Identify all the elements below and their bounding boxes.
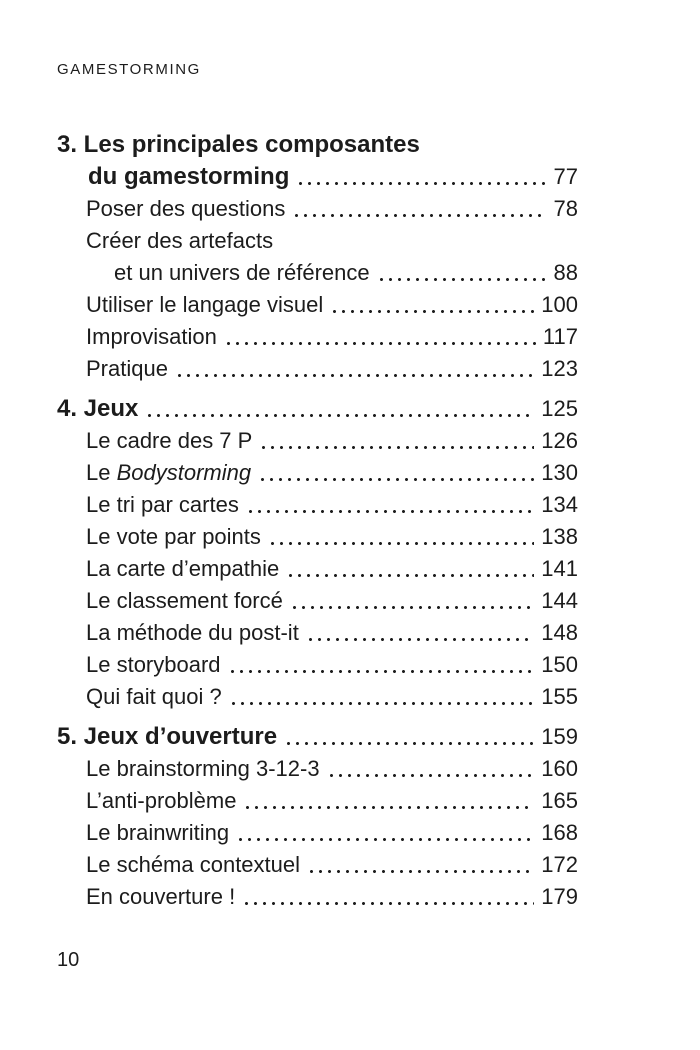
toc-entry-label: du gamestorming — [88, 163, 290, 190]
toc-entry-label: Le brainwriting — [86, 820, 230, 845]
toc-entry — [57, 521, 578, 553]
toc-page-number: 78 — [553, 196, 578, 221]
toc-page-number: 144 — [541, 588, 578, 613]
dot-leader — [284, 742, 534, 745]
toc-entry-label: Pratique — [86, 356, 168, 381]
toc-entry-label: La carte d’empathie — [86, 556, 280, 581]
toc-page-number: 160 — [541, 756, 578, 781]
toc-entry-label: 4. Jeux — [57, 395, 139, 422]
toc-page-number: 159 — [541, 724, 578, 749]
toc-entry-label: Poser des questions — [86, 196, 286, 221]
toc-entry — [57, 785, 578, 817]
dot-leader — [236, 838, 534, 841]
toc-entry-label-prefix: Le — [86, 460, 117, 485]
dot-leader — [246, 510, 534, 513]
dot-leader — [327, 774, 535, 777]
running-header: GAMESTORMING — [57, 61, 201, 78]
toc-entry — [57, 193, 578, 225]
toc-entry-chapter-5 — [57, 721, 578, 753]
dot-leader — [306, 638, 534, 641]
toc-page-number: 148 — [541, 620, 578, 645]
table-of-contents — [57, 121, 578, 913]
toc-entry-label — [86, 457, 251, 489]
toc-entry — [57, 425, 578, 457]
toc-entry-label: et un univers de référence — [114, 260, 370, 285]
toc-page-number: 130 — [541, 460, 578, 485]
dot-leader — [330, 310, 534, 313]
toc-page-number: 150 — [541, 652, 578, 677]
toc-entry-label: Le storyboard — [86, 652, 221, 677]
toc-entry-label: Utiliser le langage visuel — [86, 292, 324, 317]
toc-entry-label: Le brainstorming 3-12-3 — [86, 756, 320, 781]
toc-entry — [57, 321, 578, 353]
toc-entry-label: Qui fait quoi ? — [86, 684, 222, 709]
page-number: 10 — [57, 949, 80, 971]
toc-entry — [57, 225, 578, 289]
toc-entry-label: Le schéma contextuel — [86, 852, 301, 877]
toc-entry — [57, 617, 578, 649]
toc-page-number: 126 — [541, 428, 578, 453]
dot-leader — [268, 542, 534, 545]
toc-entry — [57, 849, 578, 881]
toc-page-number: 100 — [541, 292, 578, 317]
toc-page-number: 141 — [541, 556, 578, 581]
dot-leader — [258, 478, 534, 481]
dot-leader — [175, 374, 534, 377]
toc-entry — [57, 289, 578, 321]
toc-row — [57, 257, 578, 289]
toc-entry-label: Créer des artefacts — [86, 228, 274, 253]
toc-entry-label: 3. Les principales composantes — [57, 131, 420, 158]
dot-leader — [243, 806, 534, 809]
toc-page-number: 165 — [541, 788, 578, 813]
toc-entry-chapter-4 — [57, 393, 578, 425]
toc-page-number: 138 — [541, 524, 578, 549]
toc-entry-label: L’anti-problème — [86, 788, 237, 813]
dot-leader — [292, 214, 546, 217]
toc-page-number: 155 — [541, 684, 578, 709]
dot-leader — [290, 606, 534, 609]
toc-row — [57, 129, 578, 161]
toc-page-number: 179 — [541, 884, 578, 909]
toc-entry — [57, 681, 578, 713]
toc-entry-label: Le tri par cartes — [86, 492, 239, 517]
toc-entry — [57, 753, 578, 785]
dot-leader — [286, 574, 534, 577]
toc-entry-label: Le classement forcé — [86, 588, 283, 613]
dot-leader — [229, 702, 535, 705]
toc-page-number: 125 — [541, 396, 578, 421]
toc-entry — [57, 585, 578, 617]
toc-page-number: 117 — [542, 324, 578, 349]
toc-entry-label: Le cadre des 7 P — [86, 428, 253, 453]
toc-page-number: 172 — [541, 852, 578, 877]
toc-row — [57, 225, 578, 257]
toc-entry-label: En couverture ! — [86, 884, 236, 909]
dot-leader — [242, 902, 534, 905]
dot-leader — [145, 414, 534, 417]
toc-row — [57, 161, 578, 193]
dot-leader — [228, 670, 535, 673]
toc-entry — [57, 457, 578, 489]
dot-leader — [224, 342, 536, 345]
dot-leader — [377, 278, 547, 281]
toc-entry — [57, 881, 578, 913]
toc-entry-label: Improvisation — [86, 324, 217, 349]
toc-page-number: 77 — [553, 164, 578, 189]
toc-page-number: 88 — [553, 260, 578, 285]
toc-entry-chapter-3 — [57, 129, 578, 193]
toc-entry-label: 5. Jeux d’ouverture — [57, 723, 278, 750]
dot-leader — [259, 446, 534, 449]
toc-entry-label: Le vote par points — [86, 524, 261, 549]
toc-entry-label-italic: Bodystorming — [116, 460, 252, 485]
toc-entry — [57, 489, 578, 521]
toc-entry — [57, 817, 578, 849]
toc-entry — [57, 649, 578, 681]
dot-leader — [307, 870, 534, 873]
dot-leader — [296, 182, 546, 185]
toc-entry — [57, 553, 578, 585]
toc-page-number: 134 — [541, 492, 578, 517]
toc-page-number: 168 — [541, 820, 578, 845]
toc-entry-label: La méthode du post-it — [86, 620, 299, 645]
toc-entry — [57, 353, 578, 385]
toc-page-number: 123 — [541, 356, 578, 381]
